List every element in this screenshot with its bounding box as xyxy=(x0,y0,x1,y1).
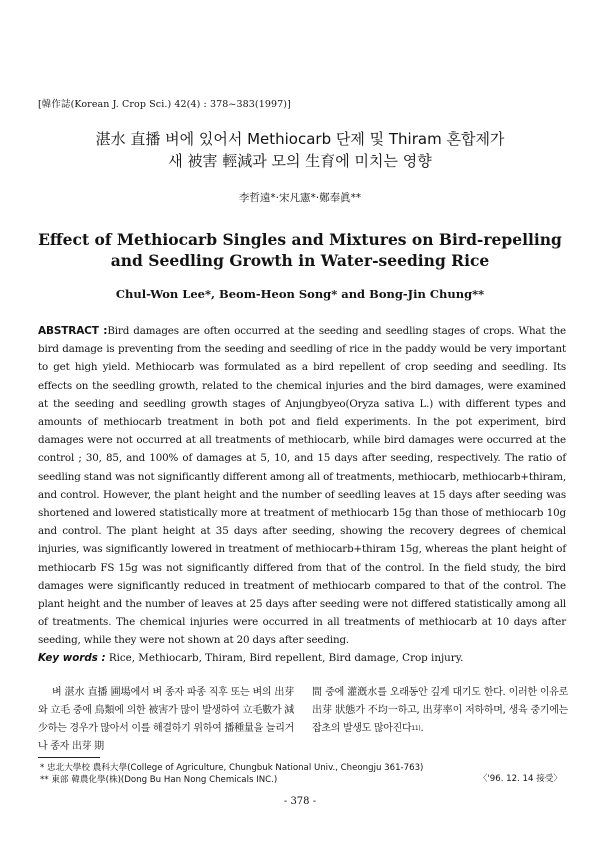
korean-title-line-1: 湛水 直播 벼에 있어서 Methiocarb 단제 및 Thiram 혼합제가 xyxy=(95,130,505,148)
keywords xyxy=(38,652,566,664)
footnote-affiliation-2: ** 東部 韓農化學(株)(Dong Bu Han Nong Chemicals INC.) xyxy=(40,775,278,785)
journal-reference: [韓作誌(Korean J. Crop Sci.) 42(4) : 378~383(1997)] xyxy=(38,99,291,110)
page-number: - 378 - xyxy=(283,796,317,807)
keywords-label: Key words : xyxy=(38,652,106,664)
body-column-right xyxy=(312,684,568,738)
english-authors: Chul-Won Lee*, Beom-Heon Song* and Bong-Jin Chung** xyxy=(115,287,485,301)
english-title-line-1: Effect of Methiocarb Singles and Mixtures on Bird-repelling xyxy=(38,230,562,249)
english-title-line-2: and Seedling Growth in Water-seeding Rice xyxy=(110,251,490,270)
abstract-label: ABSTRACT : xyxy=(38,325,108,337)
footnote-affiliation-1: * 忠北大學校 農科大學(College of Agriculture, Chungbuk National Univ., Cheongju 361-763) xyxy=(40,763,424,773)
keywords-text: Rice, Methiocarb, Thiram, Bird repellent, Bird damage, Crop injury. xyxy=(105,652,464,664)
korean-title-line-2: 새 被害 輕減과 모의 生育에 미치는 영향 xyxy=(168,152,432,170)
received-date: 〈'96. 12. 14 接受〉 xyxy=(478,774,562,784)
citation-ref: 11) xyxy=(411,725,421,732)
body-right-end: . xyxy=(420,723,424,734)
korean-authors: 李哲遠*·宋凡憲*·鄭奉眞** xyxy=(238,192,362,204)
abstract-text: Bird damages are often occurred at the seeding and seedling stages of crops. What the bird damage is preventing from the seeding and seedling of rice in the paddy would be very important to get high yield. Methiocarb was formulated as a bird repellent of crop seeding and seedling. Its effects on the seedling growth, related to the chemical injuries and the bird damages, were examined at the seeding and seedling growth stages of Anjungbyeo(Oryza sativa L.) with different types and amounts of methiocarb treatment in both pot and field experiments. In the pot experiment, bird damages were not occurred at all treatments of methiocarb, while bird damages were occurred at the control ; 30, 85, and 100% of damages at 5, 10, and 15 days after seeding, respectively. The ratio of seedling stand was not significantly different among all of treatments, methiocarb, methiocarb+thiram, and control. However, the plant height and the number of seedling leaves at 15 days after seeding was shortened and lowered statistically more at treatment of methiocarb 15g than those of methiocarb 10g and control. The plant height at 35 days after seeding, showing the recovery degrees of chemical injuries, was significantly lowered in treatment of methiocarb+thiram 15g, whereas the plant height of methiocarb FS 15g was not significantly differed from that of the control. In the field study, the bird damages were significantly reduced in treatment of methiocarb compared to that of the control. The plant height and the number of leaves at 25 days after seeding were not differed statistically among all of treatments. The chemical injuries were occurred in all treatments of methiocarb at 10 days after seeding, while they were not shown at 20 days after seeding. xyxy=(38,325,567,647)
body-right-text: 間 중에 灌漑水를 오래동안 깊게 대기도 한다. 이러한 이유로 出芽 狀態가 不均一하고, 出芽率이 저하하며, 생육 중기에는 잡초의 발생도 많아진다 xyxy=(312,687,568,734)
abstract xyxy=(38,322,566,650)
footnote-divider xyxy=(38,757,100,758)
body-column-left: 벼 湛水 直播 圃場에서 벼 종자 파종 직후 또는 벼의 出芽와 立毛 중에 鳥類에 의한 被害가 많이 발생하여 立毛數가 減少하는 경우가 많아서 이를 해결하기 위하여 播種量을 늘리거나 종자 出芽 期 xyxy=(38,687,294,752)
